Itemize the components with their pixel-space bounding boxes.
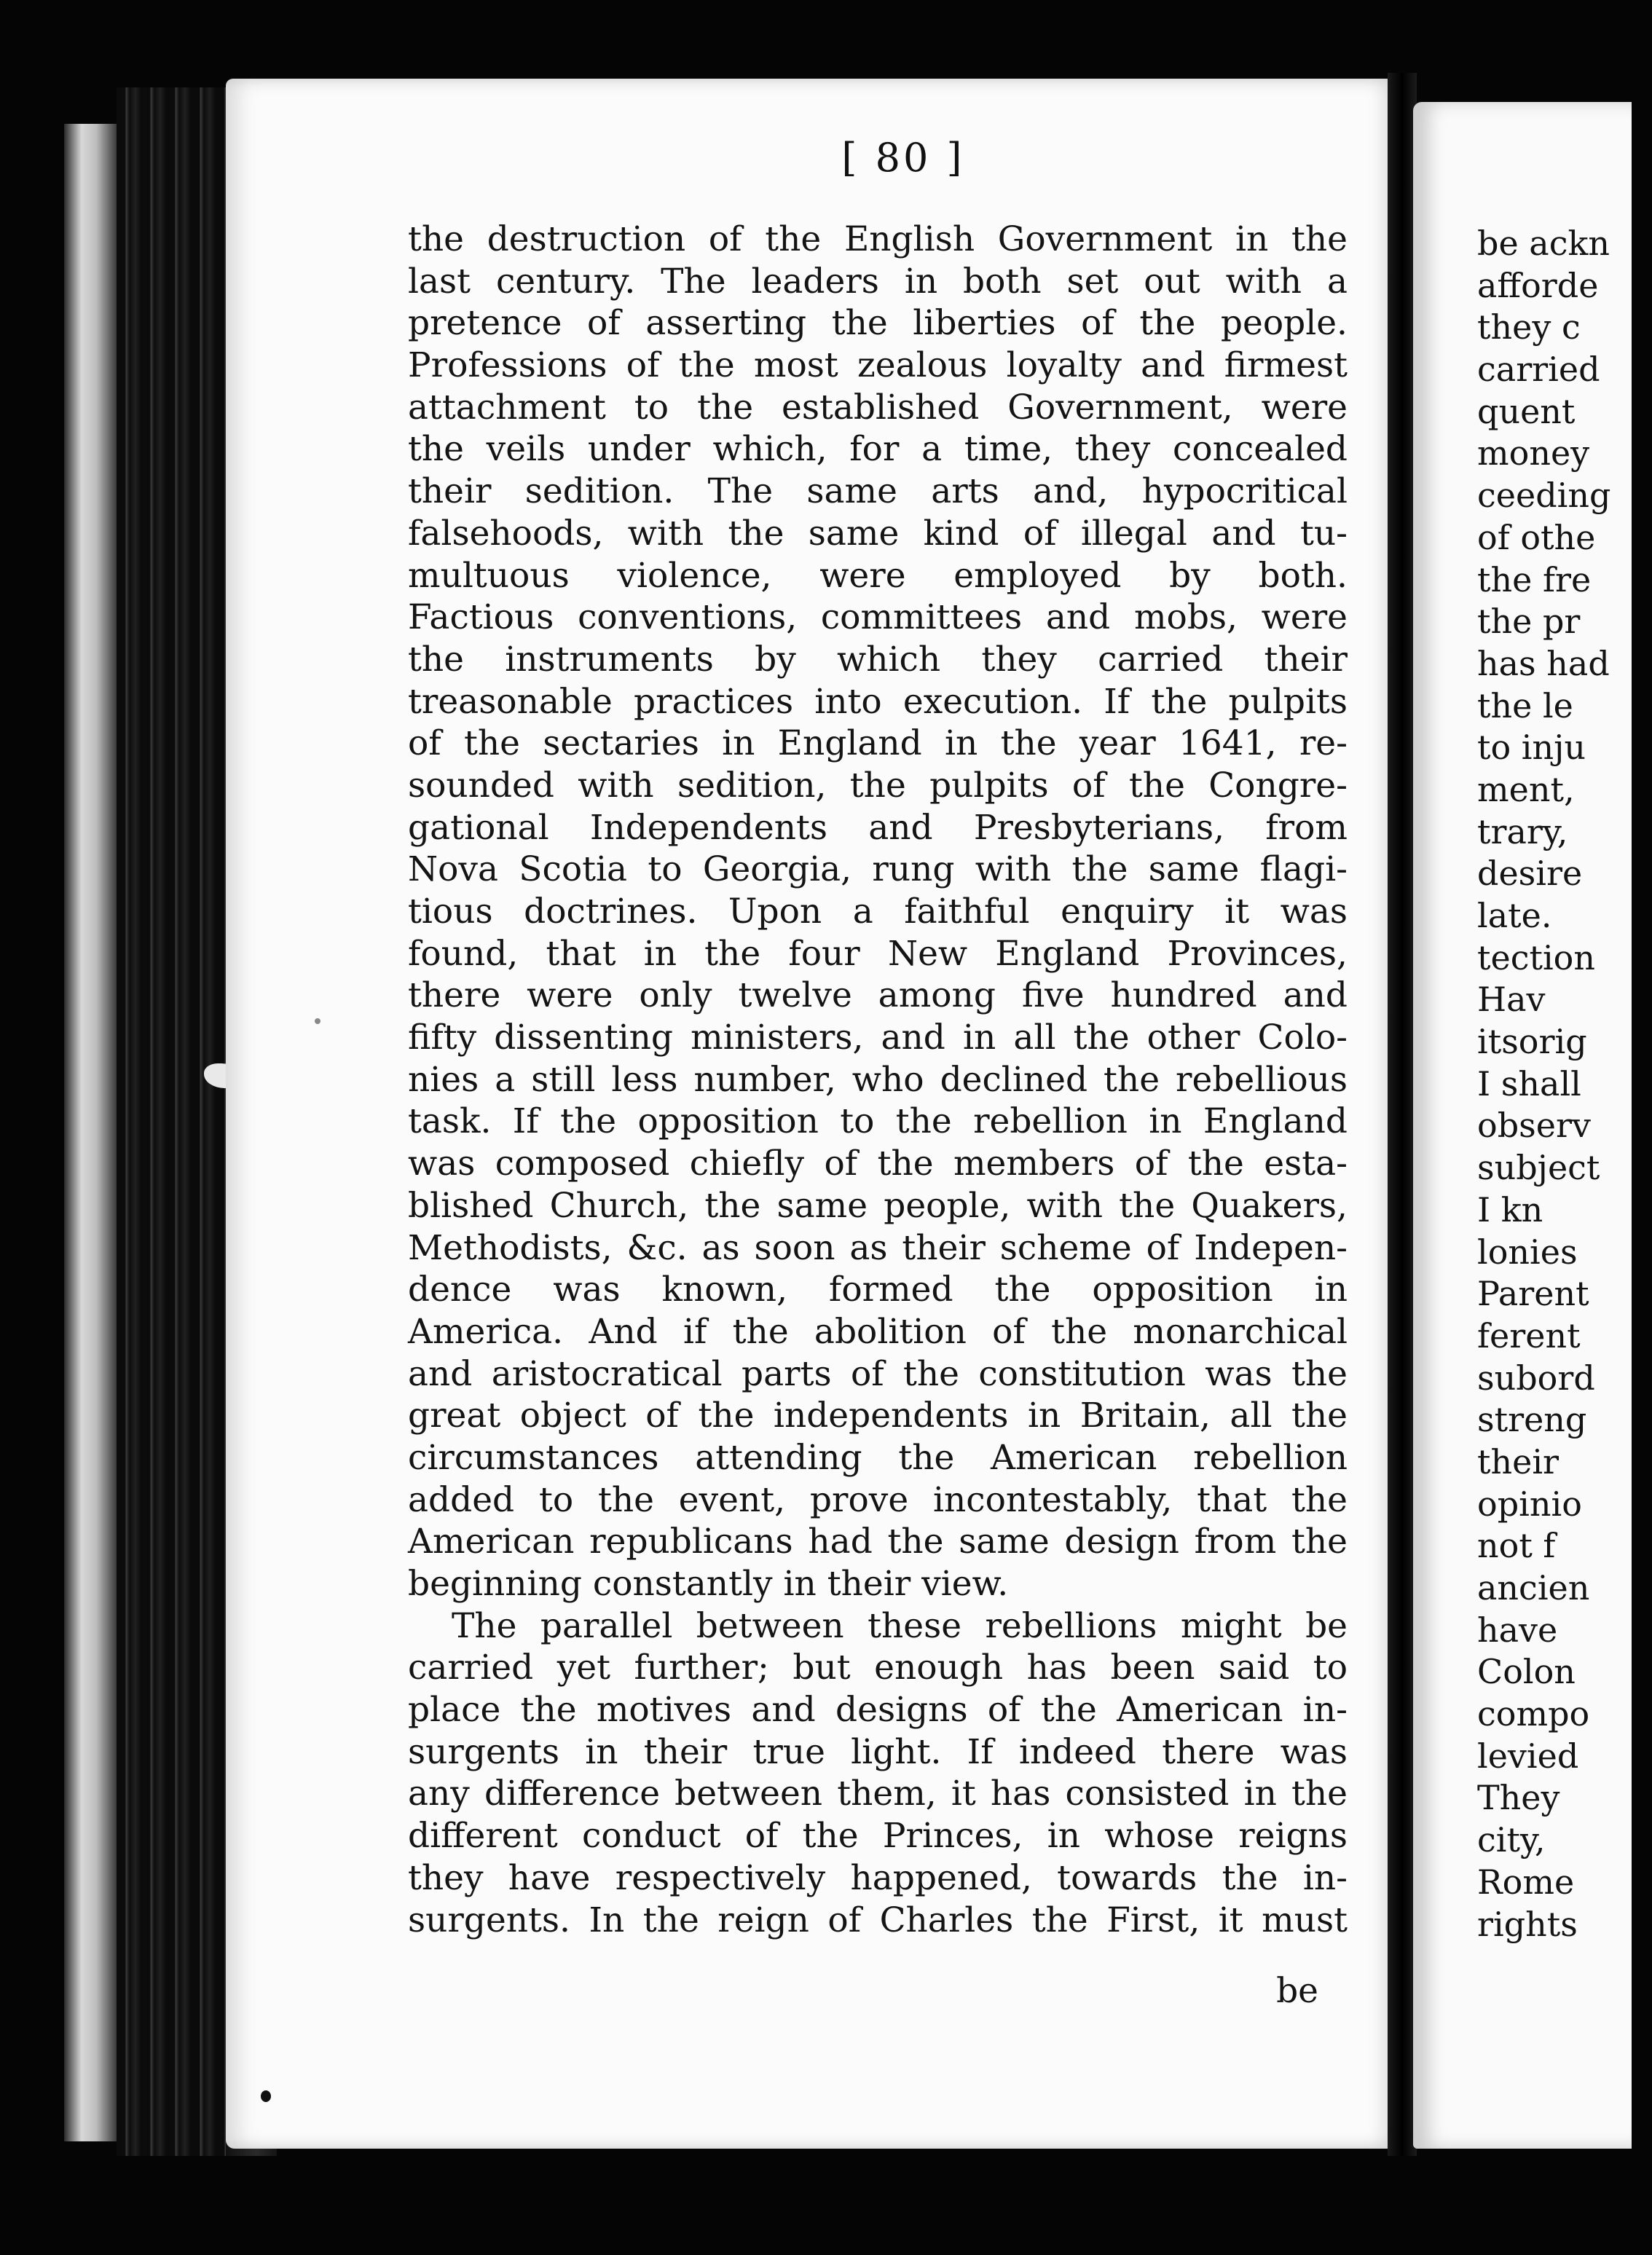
text-line: beginning constantly in their view. <box>408 1564 1009 1604</box>
facing-text-line: trary, <box>1477 811 1568 851</box>
book-spine <box>64 124 122 2141</box>
facing-text-line: has had <box>1477 643 1610 683</box>
ink-dot <box>261 2090 271 2102</box>
text-line: they have respectively happened, towards the in- <box>408 1857 1348 1898</box>
catchword: be <box>1276 1971 1318 2011</box>
ink-smudge <box>315 1018 320 1024</box>
text-line: the instruments by which they carried their <box>408 639 1348 680</box>
facing-text-line: subord <box>1477 1358 1595 1398</box>
text-line: falsehoods, with the same kind of illegal and tu- <box>408 513 1348 554</box>
text-line: surgents. In the reign of Charles the First, it must <box>408 1900 1348 1940</box>
text-line: pretence of asserting the liberties of the people. <box>408 303 1348 344</box>
text-line: nies a still less number, who declined the rebellious <box>408 1059 1348 1100</box>
text-line: blished Church, the same people, with the Quakers, <box>408 1185 1348 1226</box>
text-line: last century. The leaders in both set out with a <box>408 261 1348 302</box>
text-line: Factious conventions, committees and mobs, were <box>408 597 1348 638</box>
text-line: multuous violence, were employed by both. <box>408 555 1348 596</box>
text-line: great object of the independents in Britain, all the <box>408 1396 1348 1436</box>
facing-text-line: of othe <box>1477 517 1596 557</box>
text-line: American republicans had the same design from the <box>408 1522 1348 1562</box>
facing-text-line: the pr <box>1477 602 1581 642</box>
facing-text-line: streng <box>1477 1400 1587 1440</box>
text-line: and aristocratical parts of the constitution was the <box>408 1353 1348 1394</box>
facing-text-line: I kn <box>1477 1189 1543 1229</box>
facing-text-line: late. <box>1477 896 1552 935</box>
text-line: Nova Scotia to Georgia, rung with the same flagi- <box>408 849 1348 890</box>
facing-text-line: tection <box>1477 937 1595 977</box>
text-line: Methodists, &c. as soon as their scheme of Indepen- <box>408 1227 1348 1268</box>
text-line: of the sectaries in England in the year 1641, re- <box>408 723 1348 764</box>
text-line: fifty dissenting ministers, and in all the other Colo- <box>408 1018 1348 1058</box>
text-line: the veils under which, for a time, they concealed <box>408 429 1348 470</box>
facing-text-line: the le <box>1477 685 1573 725</box>
facing-text-line: observ <box>1477 1106 1591 1146</box>
facing-text-line: city, <box>1477 1820 1546 1860</box>
facing-text-line: money <box>1477 433 1590 473</box>
facing-page-text <box>1477 223 1652 1945</box>
page-gutter <box>1388 73 1417 2156</box>
text-line: attachment to the established Government, were <box>408 387 1348 428</box>
text-line: Professions of the most zealous loyalty and firmest <box>408 345 1348 386</box>
text-line: different conduct of the Princes, in whose reigns <box>408 1816 1348 1857</box>
facing-text-line: compo <box>1477 1694 1590 1734</box>
text-line: treasonable practices into execution. If the pulpits <box>408 681 1348 722</box>
text-line: found, that in the four New England Provinces, <box>408 933 1348 974</box>
text-line: added to the event, prove incontestably, that the <box>408 1479 1348 1520</box>
facing-text-line: lonies <box>1477 1232 1578 1272</box>
facing-text-line: not f <box>1477 1526 1556 1566</box>
text-line: surgents in their true light. If indeed there was <box>408 1731 1348 1772</box>
page-number: [ 80 ] <box>841 135 965 181</box>
text-line: carried yet further; but enough has been said to <box>408 1648 1348 1688</box>
text-line: circumstances attending the American rebellion <box>408 1437 1348 1478</box>
facing-text-line: ancien <box>1477 1568 1590 1607</box>
body-text <box>408 219 1348 1941</box>
facing-text-line: itsorig <box>1477 1022 1587 1062</box>
text-line: their sedition. The same arts and, hypocritical <box>408 471 1348 512</box>
text-line: there were only twelve among five hundred and <box>408 975 1348 1016</box>
text-line: sounded with sedition, the pulpits of the Congre- <box>408 765 1348 806</box>
facing-text-line: Parent <box>1477 1274 1589 1314</box>
text-line: gational Independents and Presbyterians, from <box>408 807 1348 848</box>
facing-text-line: I shall <box>1477 1063 1581 1103</box>
text-line: dence was known, formed the opposition in <box>408 1270 1348 1310</box>
text-line: America. And if the abolition of the monarchical <box>408 1311 1348 1352</box>
facing-text-line: to inju <box>1477 728 1586 768</box>
text-line: The parallel between these rebellions might be <box>452 1605 1348 1646</box>
facing-text-line: ferent <box>1477 1315 1581 1355</box>
facing-text-line: carried <box>1477 350 1600 390</box>
facing-text-line: they c <box>1477 307 1581 347</box>
facing-text-line: ceeding <box>1477 476 1611 516</box>
facing-text-line: their <box>1477 1441 1559 1481</box>
facing-text-line: have <box>1477 1610 1558 1650</box>
text-line: task. If the opposition to the rebellion in England <box>408 1101 1348 1142</box>
facing-text-line: afforde <box>1477 265 1599 305</box>
text-line: any difference between them, it has consisted in the <box>408 1774 1348 1814</box>
facing-text-line: Rome <box>1477 1862 1575 1902</box>
facing-text-line: the fre <box>1477 559 1592 599</box>
facing-text-line: quent <box>1477 391 1576 431</box>
text-line: tious doctrines. Upon a faithful enquiry it was <box>408 892 1348 932</box>
text-line: was composed chiefly of the members of the esta- <box>408 1144 1348 1184</box>
text-line: the destruction of the English Government in the <box>408 219 1348 259</box>
facing-text-line: Colon <box>1477 1652 1576 1692</box>
facing-text-line: ment, <box>1477 769 1575 809</box>
facing-text-line: levied <box>1477 1736 1579 1776</box>
facing-text-line: opinio <box>1477 1484 1582 1524</box>
facing-text-line: They <box>1477 1778 1560 1818</box>
facing-text-line: subject <box>1477 1148 1600 1188</box>
facing-text-line: desire <box>1477 854 1583 894</box>
facing-text-line: Hav <box>1477 980 1546 1020</box>
facing-text-line: be ackn <box>1477 224 1610 263</box>
facing-text-line: rights <box>1477 1904 1578 1944</box>
text-line: place the motives and designs of the American in- <box>408 1690 1348 1731</box>
